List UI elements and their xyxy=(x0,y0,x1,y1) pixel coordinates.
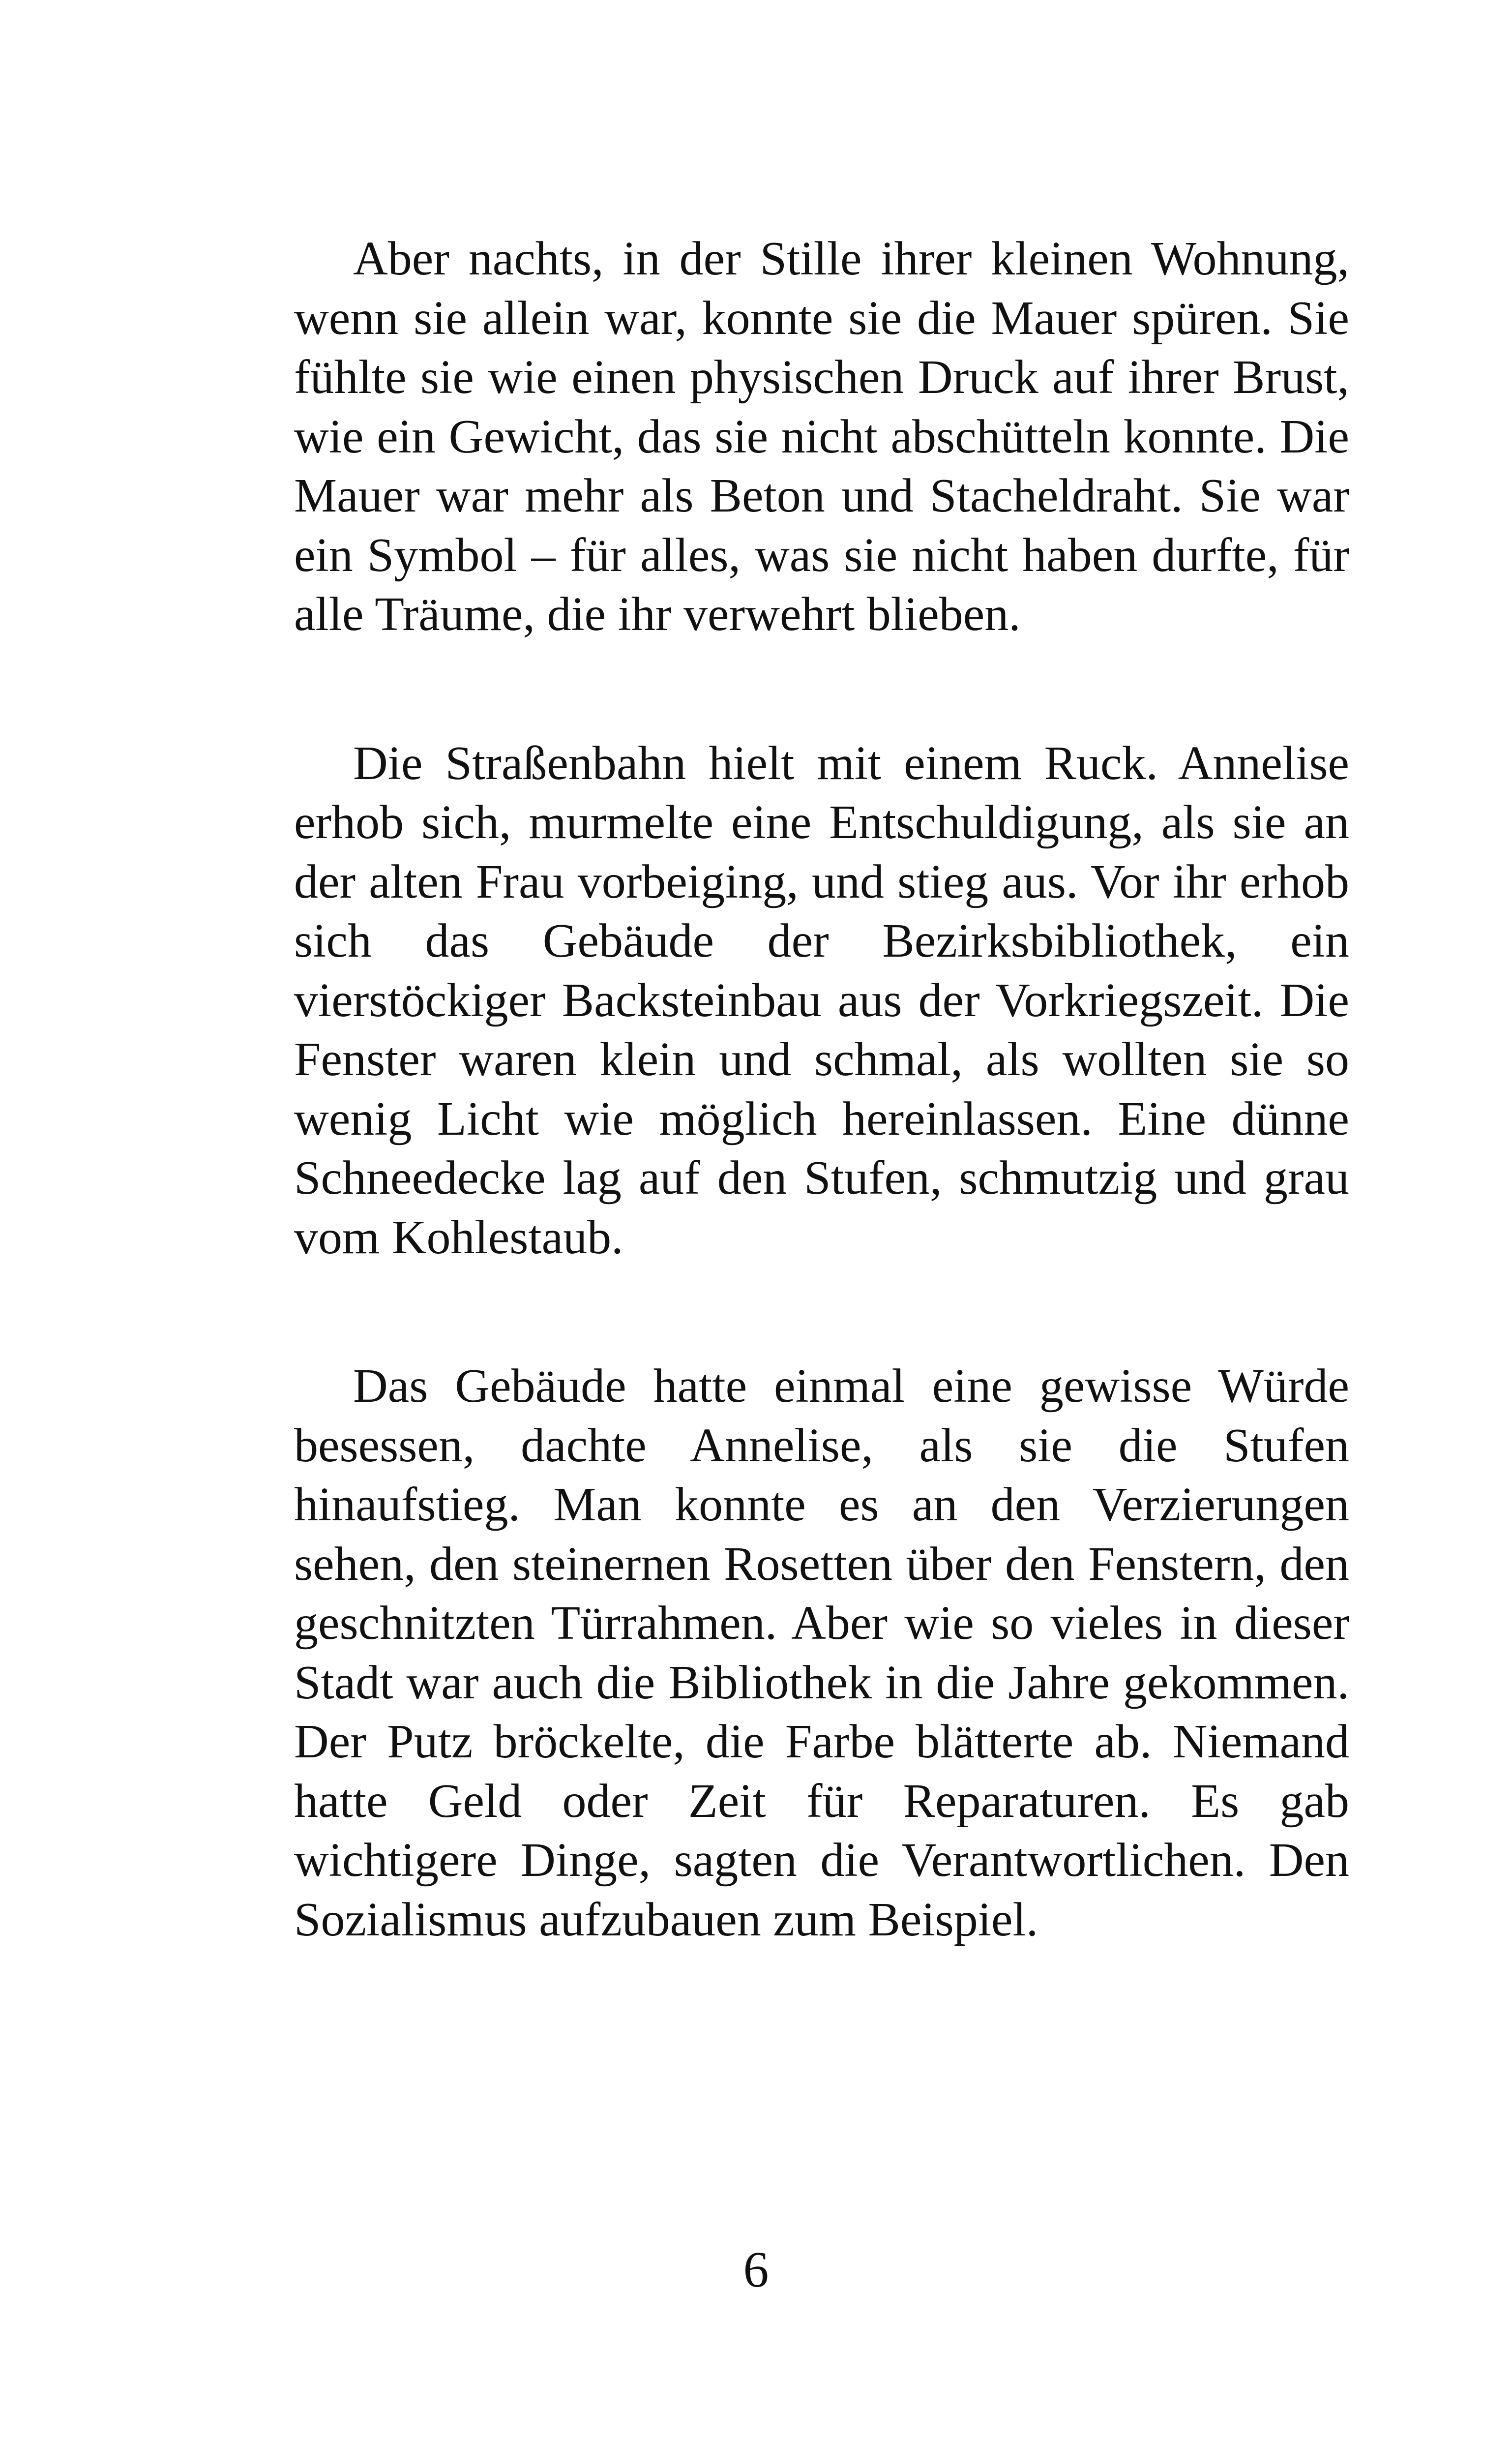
paragraph-2: Die Straßenbahn hielt mit einem Ruck. Annelise erhob sich, murmelte eine Entschuldigung, als sie an der alten Frau vorbeiging, und stieg aus. Vor ihr erhob sich das Gebäude der Bezirksbibliothek, ein vierstöckiger Backsteinbau aus der Vorkriegszeit. Die Fenster waren klein und schmal, als wollten sie so wenig Licht wie möglich hereinlassen. Eine dünne Schneedecke lag auf den Stufen, schmutzig und grau vom Kohlestaub. xyxy=(294,736,1349,1264)
body-text xyxy=(294,229,1349,1949)
page-number: 6 xyxy=(743,2241,769,2298)
paragraph-3: Das Gebäude hatte einmal eine gewisse Würde besessen, dachte Annelise, als sie die Stufen hinaufstieg. Man konnte es an den Verzierungen sehen, den steinernen Rosetten über den Fenstern, den geschnitzten Türrahmen. Aber wie so vieles in dieser Stadt war auch die Bibliothek in die Jahre gekommen. Der Putz bröckelte, die Farbe blätterte ab. Niemand hatte Geld oder Zeit für Reparaturen. Es gab wichtigere Dinge, sagten die Verantwortlichen. Den Sozialismus aufzubauen zum Beispiel. xyxy=(294,1359,1349,1946)
paragraph-1: Aber nachts, in der Stille ihrer kleinen Wohnung, wenn sie allein war, konnte sie die Mauer spüren. Sie fühlte sie wie einen physischen Druck auf ihrer Brust, wie ein Gewicht, das sie nicht abschütteln konnte. Die Mauer war mehr als Beton und Stacheldraht. Sie war ein Symbol – für alles, was sie nicht haben durfte, für alle Träume, die ihr verwehrt blieben. xyxy=(294,232,1349,641)
